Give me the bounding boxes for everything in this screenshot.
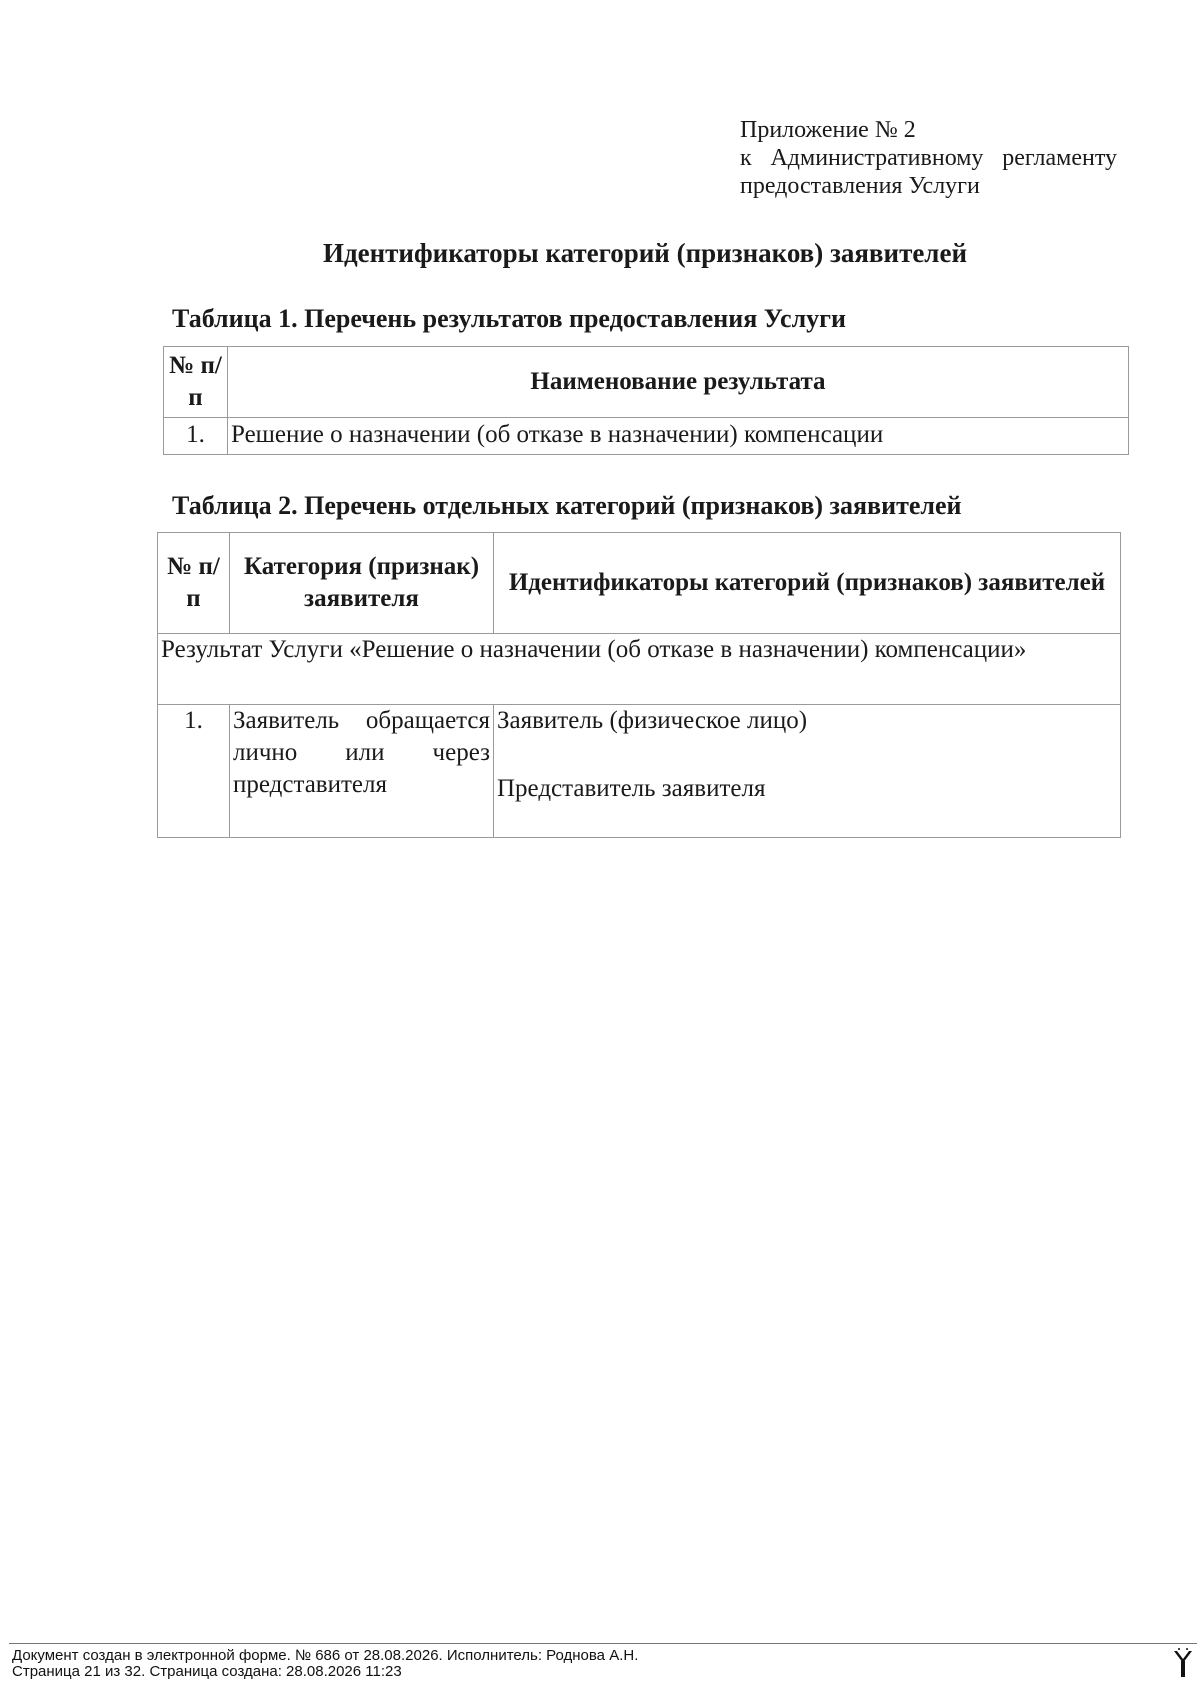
row-category: Заявитель обращается лично или через представителя	[230, 705, 494, 838]
table-header-row	[164, 347, 1129, 418]
emblem-icon	[1172, 1647, 1194, 1681]
identifier-spacer	[497, 737, 1117, 773]
identifier-representative: Представитель заявителя	[497, 775, 766, 802]
footer-document-info: Документ создан в электронной форме. № 686 от 28.08.2026. Исполнитель: Роднова А.Н.	[12, 1647, 639, 1664]
page-footer	[12, 1648, 638, 1680]
result-group-label: Результат Услуги «Решение о назначении (об отказе в назначении) компенсации»	[158, 634, 1121, 705]
identifier-individual: Заявитель (физическое лицо)	[497, 707, 808, 734]
header-num: № п/п	[164, 347, 228, 418]
footer-page-info: Страница 21 из 32. Страница создана: 28.08.2026 11:23	[12, 1663, 402, 1680]
header-result-name: Наименование результата	[228, 347, 1129, 418]
annex-subject: предоставления Услуги	[740, 173, 980, 199]
page-title: Идентификаторы категорий (признаков) заявителей	[322, 238, 968, 268]
table-header-row	[158, 533, 1121, 634]
row-num: 1.	[164, 418, 228, 455]
header-identifiers: Идентификаторы категорий (признаков) заявителей	[494, 533, 1121, 634]
results-table	[163, 346, 1129, 455]
categories-table	[157, 532, 1121, 838]
header-category: Категория (признак) заявителя	[230, 533, 494, 634]
table1-caption: Таблица 1. Перечень результатов предоставления Услуги	[172, 304, 846, 333]
header-num: № п/п	[158, 533, 230, 634]
result-group-row	[158, 634, 1121, 705]
row-num: 1.	[158, 705, 230, 838]
row-result-name: Решение о назначении (об отказе в назначении) компенсации	[228, 418, 1129, 455]
annex-reference: к Административному регламенту	[740, 145, 1117, 171]
annex-number: Приложение № 2	[740, 117, 916, 143]
row-identifiers	[494, 705, 1121, 838]
footer-divider	[9, 1643, 1197, 1644]
table2-caption: Таблица 2. Перечень отдельных категорий (признаков) заявителей	[172, 491, 962, 520]
table-row	[158, 705, 1121, 838]
annex-header	[740, 116, 1117, 200]
table-row	[164, 418, 1129, 455]
